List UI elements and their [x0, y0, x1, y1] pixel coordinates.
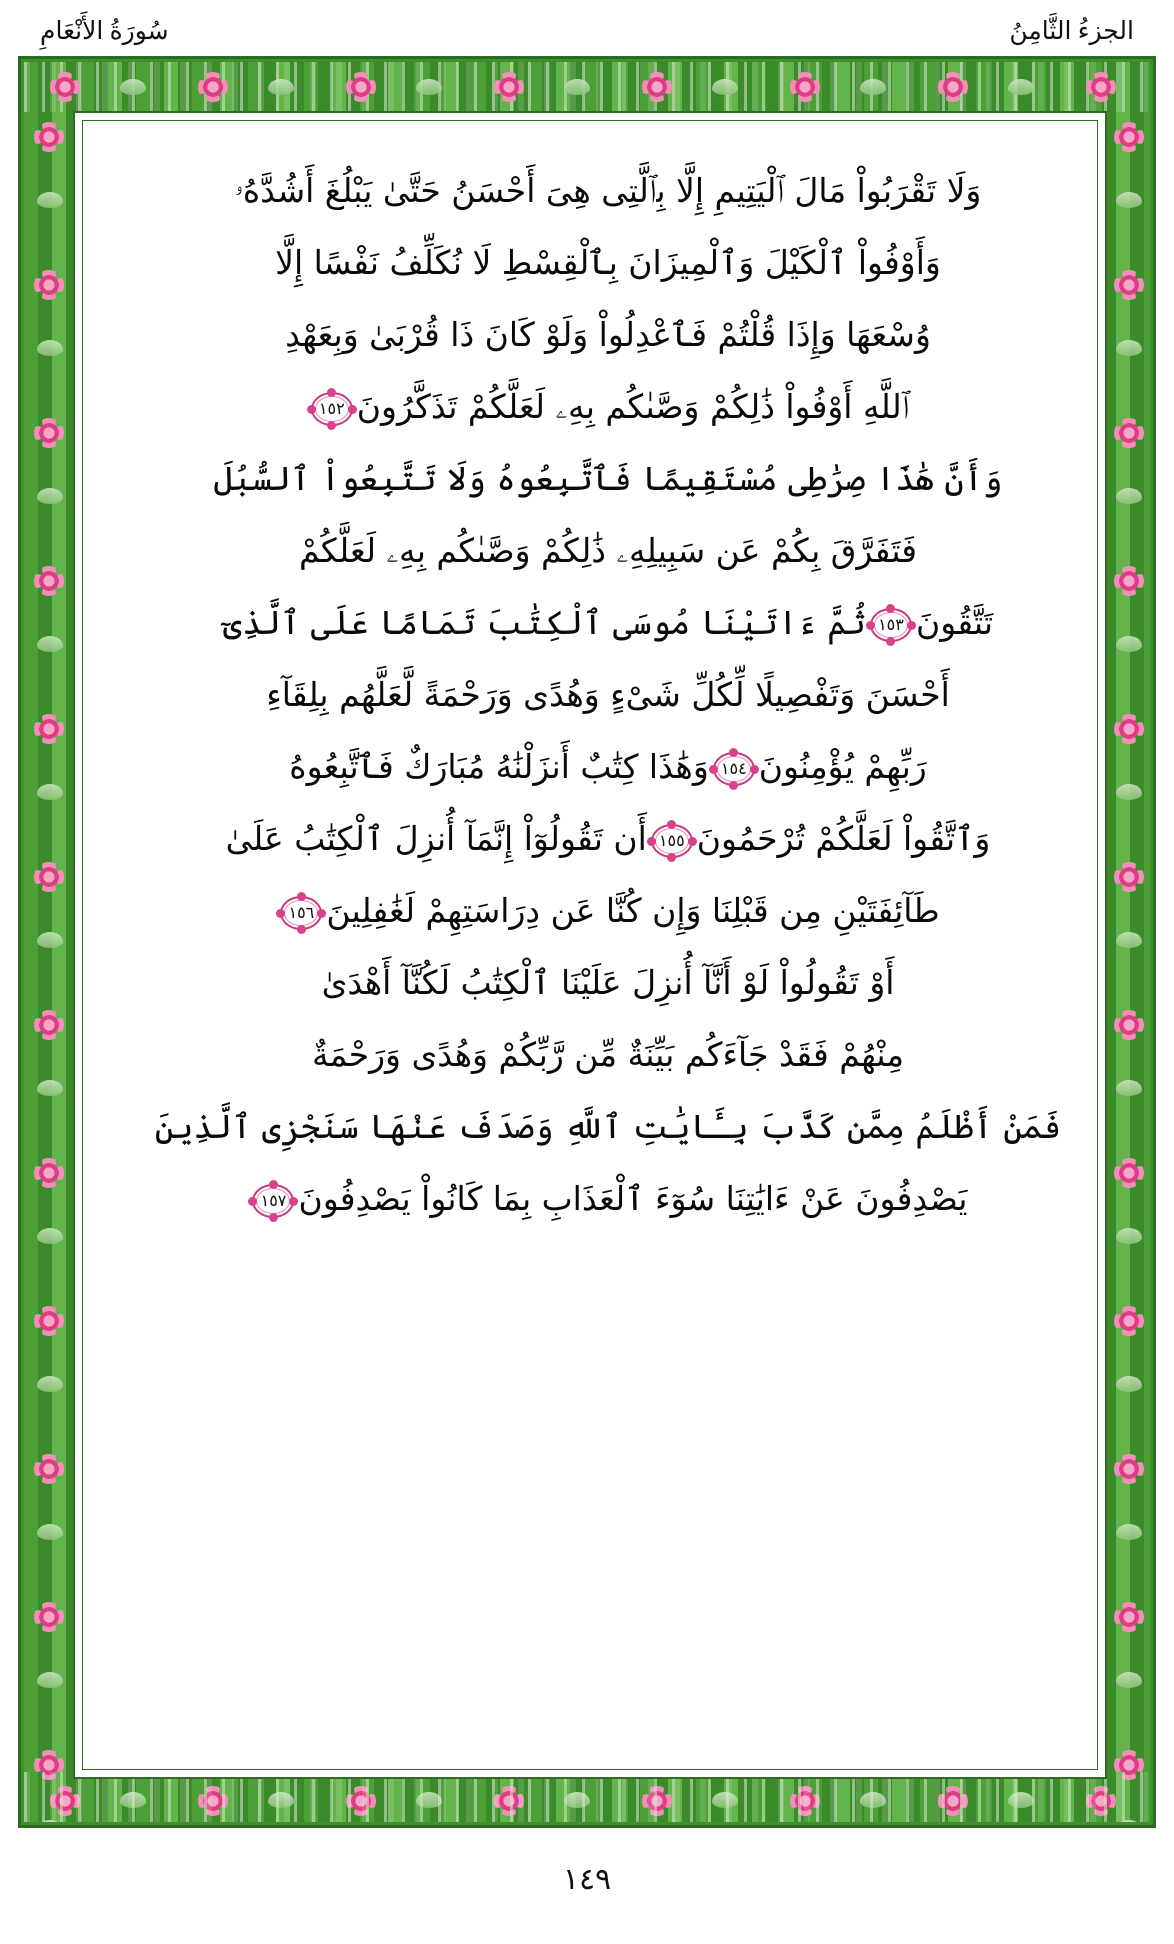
floral-rosette-icon — [938, 72, 968, 102]
ayah-text: أَحْسَنَ وَتَفْصِيلًا لِّكُلِّ شَىْءٍ وَهُدًى وَرَحْمَةً لَّعَلَّهُم بِلِقَآءِ — [266, 675, 950, 714]
ayah-text: أَوْ تَقُولُواْ لَوْ أَنَّآ أُنزِلَ عَلَيْنَا ٱلْكِتَٰبُ لَكُنَّآ أَهْدَىٰ — [321, 963, 895, 1002]
leaf-icon — [564, 1792, 590, 1808]
leaf-icon — [860, 1792, 886, 1808]
floral-rosette-icon — [34, 862, 64, 892]
floral-rosette-icon — [34, 1602, 64, 1632]
floral-rosette-icon — [346, 1786, 376, 1816]
ayah-end-marker — [252, 1184, 294, 1218]
leaf-icon — [416, 79, 442, 95]
ayah-line — [103, 155, 1113, 227]
leaf-icon — [1116, 1228, 1142, 1244]
leaf-icon — [37, 784, 63, 800]
floral-rosette-icon — [1114, 1454, 1144, 1484]
page-number: ١٤٩ — [562, 1862, 612, 1897]
floral-rosette-icon — [34, 714, 64, 744]
leaf-icon — [416, 1792, 442, 1808]
floral-rosette-icon — [34, 566, 64, 596]
floral-rosette-icon — [50, 72, 80, 102]
leaf-icon — [1116, 340, 1142, 356]
ayah-end-marker — [651, 824, 693, 858]
ayah-text: مِنْهُمْ فَقَدْ جَآءَكُم بَيِّنَةٌ مِّن رَّبِّكُمْ وَهُدًى وَرَحْمَةٌ — [311, 1035, 905, 1074]
ayah-number: ١٥٧ — [260, 1191, 287, 1210]
surah-label: سُورَةُ الأَنْعَامِ — [40, 18, 169, 45]
leaf-icon — [37, 488, 63, 504]
ayah-line — [103, 1019, 1113, 1091]
leaf-icon — [37, 932, 63, 948]
ayah-end-marker — [311, 392, 353, 426]
floral-rosette-icon — [1114, 1602, 1144, 1632]
leaf-icon — [564, 79, 590, 95]
ayah-text: رَبِّهِمْ يُؤْمِنُونَ — [758, 747, 927, 786]
ayah-line — [103, 659, 1113, 731]
ayah-text: ثُمَّ ءَاتَيْنَا مُوسَى ٱلْكِتَٰبَ تَمَامًا عَلَى ٱلَّذِىٓ — [222, 603, 866, 642]
floral-rosette-icon — [1114, 1158, 1144, 1188]
ayah-text: وَٱتَّقُواْ لَعَلَّكُمْ تُرْحَمُونَ — [696, 819, 991, 858]
floral-rosette-icon — [34, 1454, 64, 1484]
leaf-icon — [1116, 1672, 1142, 1688]
ayah-number: ١٥٦ — [288, 903, 315, 922]
ayah-number: ١٥٣ — [878, 615, 904, 634]
leaf-icon — [268, 1792, 294, 1808]
leaf-icon — [37, 1672, 63, 1688]
leaf-icon — [37, 1080, 63, 1096]
floral-rosette-icon — [346, 72, 376, 102]
floral-rosette-icon — [1114, 418, 1144, 448]
floral-rosette-icon — [34, 1010, 64, 1040]
ayah-end-marker — [870, 608, 912, 642]
ayah-text: وَلَا تَقْرَبُواْ مَالَ ٱلْيَتِيمِ إِلَّا بِٱلَّتِى هِىَ أَحْسَنُ حَتَّىٰ يَبْلُغَ أَشُدَّهُۥ — [234, 171, 982, 210]
leaf-icon — [37, 1376, 63, 1392]
floral-rosette-icon — [198, 72, 228, 102]
floral-rosette-icon — [34, 1158, 64, 1188]
leaf-icon — [268, 79, 294, 95]
floral-rosette-icon — [1114, 566, 1144, 596]
leaf-icon — [37, 636, 63, 652]
floral-rosette-icon — [1114, 1306, 1144, 1336]
leaf-icon — [860, 79, 886, 95]
leaf-icon — [1116, 1820, 1142, 1822]
ayah-line — [103, 1163, 1113, 1235]
ornamental-border — [18, 56, 1156, 1828]
ayah-number: ١٥٤ — [720, 759, 747, 778]
leaf-icon — [1116, 1376, 1142, 1392]
ayah-text: وَأَنَّ هَٰذَا صِرَٰطِى مُسْتَقِيمًا فَٱتَّبِعُوهُ وَلَا تَتَّبِعُواْ ٱلسُّبُلَ — [213, 459, 1003, 498]
floral-rosette-icon — [1086, 72, 1116, 102]
leaf-icon — [1116, 488, 1142, 504]
leaf-icon — [712, 79, 738, 95]
floral-rosette-icon — [50, 1786, 80, 1816]
floral-rosette-icon — [494, 1786, 524, 1816]
floral-rosette-icon — [34, 270, 64, 300]
ayah-number: ١٥٥ — [658, 831, 685, 850]
ayah-line — [103, 875, 1113, 947]
ayah-text: طَآئِفَتَيْنِ مِن قَبْلِنَا وَإِن كُنَّا عَن دِرَاسَتِهِمْ لَغَٰفِلِينَ — [326, 891, 940, 930]
floral-rosette-icon — [1114, 1010, 1144, 1040]
ayah-text: فَمَنْ أَظْلَمُ مِمَّن كَذَّبَ بِـَٔايَٰتِ ٱللَّهِ وَصَدَفَ عَنْهَا سَنَجْزِى ٱلَّذِينَ — [154, 1107, 1062, 1146]
leaf-icon — [1116, 1524, 1142, 1540]
leaf-icon — [1116, 932, 1142, 948]
ayah-line — [103, 515, 1113, 587]
leaf-icon — [37, 1524, 63, 1540]
floral-rosette-icon — [1114, 122, 1144, 152]
leaf-icon — [1116, 192, 1142, 208]
leaf-icon — [120, 79, 146, 95]
page-header — [0, 8, 1174, 54]
ayah-line — [103, 947, 1113, 1019]
quran-text-block — [103, 155, 1113, 1745]
floral-rosette-icon — [34, 1750, 64, 1780]
juz-label: الجزءُ الثَّامِنُ — [1009, 18, 1134, 45]
leaf-icon — [1008, 1792, 1034, 1808]
floral-rosette-icon — [198, 1786, 228, 1816]
floral-rosette-icon — [34, 1306, 64, 1336]
ayah-number: ١٥٢ — [318, 399, 345, 418]
floral-rosette-icon — [790, 1786, 820, 1816]
ayah-text: تَتَّقُونَ — [915, 603, 994, 642]
floral-rosette-icon — [790, 72, 820, 102]
leaf-icon — [1116, 636, 1142, 652]
ayah-line — [103, 299, 1113, 371]
ayah-line — [103, 587, 1113, 659]
ayah-text: وُسْعَهَا وَإِذَا قُلْتُمْ فَٱعْدِلُواْ وَلَوْ كَانَ ذَا قُرْبَىٰ وَبِعَهْدِ — [285, 315, 931, 354]
ayah-text: أَن تَقُولُوٓاْ إِنَّمَآ أُنزِلَ ٱلْكِتَٰبُ عَلَىٰ — [225, 819, 647, 858]
floral-rosette-icon — [642, 1786, 672, 1816]
ayah-end-marker — [713, 752, 755, 786]
ayah-line — [103, 443, 1113, 515]
ayah-line — [103, 803, 1113, 875]
ayah-line — [103, 371, 1113, 443]
leaf-icon — [1116, 784, 1142, 800]
floral-rosette-icon — [1086, 1786, 1116, 1816]
floral-rosette-icon — [34, 418, 64, 448]
ayah-text: وَهَٰذَا كِتَٰبٌ أَنزَلْنَٰهُ مُبَارَكٌ فَٱتَّبِعُوهُ — [289, 747, 709, 786]
floral-rosette-icon — [494, 72, 524, 102]
floral-rosette-icon — [34, 122, 64, 152]
leaf-icon — [37, 340, 63, 356]
ayah-text: وَأَوْفُواْ ٱلْكَيْلَ وَٱلْمِيزَانَ بِٱلْقِسْطِ لَا نُكَلِّفُ نَفْسًا إِلَّا — [275, 243, 941, 282]
leaf-icon — [1008, 79, 1034, 95]
floral-rosette-icon — [1114, 270, 1144, 300]
leaf-icon — [120, 1792, 146, 1808]
ayah-text: فَتَفَرَّقَ بِكُمْ عَن سَبِيلِهِۦ ذَٰلِكُمْ وَصَّىٰكُم بِهِۦ لَعَلَّكُمْ — [298, 531, 918, 570]
floral-rosette-icon — [642, 72, 672, 102]
ayah-text: ٱللَّهِ أَوْفُواْ ذَٰلِكُمْ وَصَّىٰكُم بِهِۦ لَعَلَّكُمْ تَذَكَّرُونَ — [356, 387, 910, 426]
leaf-icon — [37, 1820, 63, 1822]
floral-rosette-icon — [1114, 714, 1144, 744]
ayah-line — [103, 731, 1113, 803]
leaf-icon — [712, 1792, 738, 1808]
ayah-end-marker — [280, 896, 322, 930]
ayah-line — [103, 227, 1113, 299]
ayah-text: يَصْدِفُونَ عَنْ ءَايَٰتِنَا سُوٓءَ ٱلْعَذَابِ بِمَا كَانُواْ يَصْدِفُونَ — [298, 1179, 968, 1218]
leaf-icon — [37, 192, 63, 208]
leaf-icon — [1116, 1080, 1142, 1096]
leaf-icon — [37, 1228, 63, 1244]
floral-rosette-icon — [1114, 862, 1144, 892]
floral-rosette-icon — [938, 1786, 968, 1816]
floral-rosette-icon — [1114, 1750, 1144, 1780]
ayah-line — [103, 1091, 1113, 1163]
